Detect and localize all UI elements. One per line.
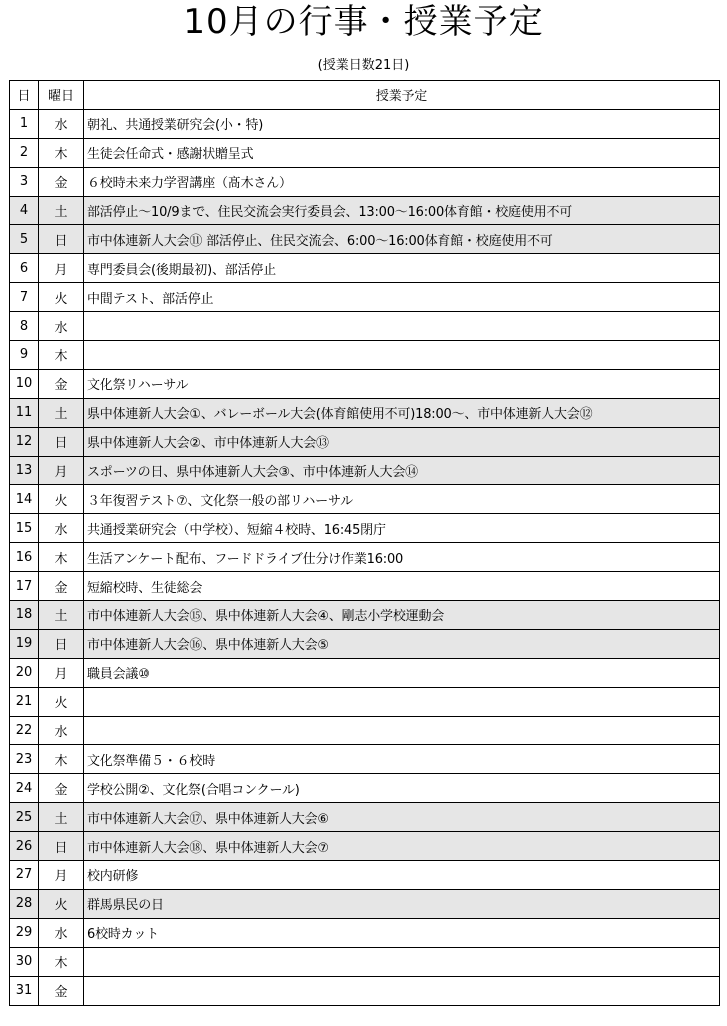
row-event-cell: 生徒会任命式・感謝状贈呈式	[84, 138, 720, 167]
row-event-cell: 朝礼、共通授業研究会(小・特)	[84, 109, 720, 138]
row-event-cell: 市中体連新人大会⑮、県中体連新人大会④、剛志小学校運動会	[84, 601, 720, 630]
row-day-cell: 7	[10, 283, 39, 312]
row-day-cell: 28	[10, 889, 39, 918]
row-day-cell: 10	[10, 369, 39, 398]
row-event-cell: 学校公開②、文化祭(合唱コンクール)	[84, 774, 720, 803]
row-weekday-cell: 火	[39, 283, 84, 312]
row-weekday-cell: 日	[39, 427, 84, 456]
row-event-cell: 県中体連新人大会②、市中体連新人大会⑬	[84, 427, 720, 456]
row-day-cell: 19	[10, 629, 39, 658]
row-day-cell: 23	[10, 745, 39, 774]
header-row	[10, 81, 720, 110]
row-day-cell: 30	[10, 947, 39, 976]
row-weekday-cell: 火	[39, 889, 84, 918]
row-event-cell: 市中体連新人大会⑱、県中体連新人大会⑦	[84, 832, 720, 861]
table-row	[10, 687, 720, 716]
schedule-body	[10, 109, 720, 1005]
row-weekday-cell: 水	[39, 514, 84, 543]
row-weekday-cell: 金	[39, 572, 84, 601]
table-row	[10, 196, 720, 225]
table-row	[10, 369, 720, 398]
row-day-cell: 18	[10, 601, 39, 630]
header-weekday: 曜日	[39, 81, 84, 110]
row-event-cell: ６校時未来力学習講座（髙木さん）	[84, 167, 720, 196]
row-weekday-cell: 日	[39, 832, 84, 861]
row-event-cell: 専門委員会(後期最初)、部活停止	[84, 254, 720, 283]
row-day-cell: 29	[10, 918, 39, 947]
row-weekday-cell: 土	[39, 196, 84, 225]
table-row	[10, 456, 720, 485]
table-row	[10, 312, 720, 341]
row-day-cell: 20	[10, 658, 39, 687]
row-day-cell: 3	[10, 167, 39, 196]
header-day: 日	[10, 81, 39, 110]
table-row	[10, 716, 720, 745]
table-row	[10, 254, 720, 283]
row-day-cell: 5	[10, 225, 39, 254]
row-day-cell: 11	[10, 398, 39, 427]
table-row	[10, 889, 720, 918]
page-subtitle: (授業日数21日)	[317, 58, 410, 73]
table-row	[10, 167, 720, 196]
row-event-cell	[84, 976, 720, 1005]
row-event-cell: 市中体連新人大会⑰、県中体連新人大会⑥	[84, 803, 720, 832]
row-day-cell: 22	[10, 716, 39, 745]
row-day-cell: 21	[10, 687, 39, 716]
row-day-cell: 16	[10, 543, 39, 572]
row-day-cell: 12	[10, 427, 39, 456]
row-event-cell: ３年復習テスト⑦、文化祭一般の部リハーサル	[84, 485, 720, 514]
row-weekday-cell: 木	[39, 543, 84, 572]
row-weekday-cell: 木	[39, 745, 84, 774]
row-day-cell: 31	[10, 976, 39, 1005]
header-event: 授業予定	[84, 81, 720, 110]
row-weekday-cell: 金	[39, 976, 84, 1005]
row-event-cell: 市中体連新人大会⑯、県中体連新人大会⑤	[84, 629, 720, 658]
row-event-cell: 中間テスト、部活停止	[84, 283, 720, 312]
table-row	[10, 225, 720, 254]
row-day-cell: 1	[10, 109, 39, 138]
row-day-cell: 24	[10, 774, 39, 803]
row-event-cell	[84, 312, 720, 341]
row-weekday-cell: 水	[39, 918, 84, 947]
table-row	[10, 283, 720, 312]
table-row	[10, 803, 720, 832]
row-weekday-cell: 土	[39, 601, 84, 630]
row-day-cell: 27	[10, 861, 39, 890]
row-event-cell	[84, 341, 720, 370]
table-row	[10, 832, 720, 861]
row-weekday-cell: 日	[39, 629, 84, 658]
table-row	[10, 947, 720, 976]
table-row	[10, 918, 720, 947]
row-day-cell: 14	[10, 485, 39, 514]
table-row	[10, 601, 720, 630]
row-day-cell: 9	[10, 341, 39, 370]
schedule-header	[10, 81, 720, 110]
row-event-cell: 文化祭リハーサル	[84, 369, 720, 398]
row-weekday-cell: 月	[39, 658, 84, 687]
table-row	[10, 341, 720, 370]
row-event-cell: 県中体連新人大会①、バレーボール大会(体育館使用不可)18:00～、市中体連新人大会⑫	[84, 398, 720, 427]
row-weekday-cell: 木	[39, 341, 84, 370]
row-event-cell: 6校時カット	[84, 918, 720, 947]
page-title: 10月の行事・授業予定	[183, 2, 544, 42]
table-row	[10, 543, 720, 572]
row-weekday-cell: 水	[39, 716, 84, 745]
row-weekday-cell: 水	[39, 312, 84, 341]
row-event-cell: スポーツの日、県中体連新人大会③、市中体連新人大会⑭	[84, 456, 720, 485]
row-weekday-cell: 火	[39, 485, 84, 514]
table-row	[10, 861, 720, 890]
row-event-cell: 文化祭準備５・６校時	[84, 745, 720, 774]
row-event-cell: 短縮校時、生徒総会	[84, 572, 720, 601]
table-row	[10, 109, 720, 138]
row-event-cell: 校内研修	[84, 861, 720, 890]
table-row	[10, 976, 720, 1005]
table-row	[10, 745, 720, 774]
row-weekday-cell: 金	[39, 774, 84, 803]
table-row	[10, 138, 720, 167]
row-day-cell: 17	[10, 572, 39, 601]
row-day-cell: 4	[10, 196, 39, 225]
row-weekday-cell: 金	[39, 369, 84, 398]
row-weekday-cell: 月	[39, 861, 84, 890]
table-row	[10, 658, 720, 687]
row-event-cell: 群馬県民の日	[84, 889, 720, 918]
table-row	[10, 774, 720, 803]
row-day-cell: 6	[10, 254, 39, 283]
row-day-cell: 26	[10, 832, 39, 861]
row-weekday-cell: 月	[39, 456, 84, 485]
row-event-cell	[84, 716, 720, 745]
row-weekday-cell: 土	[39, 398, 84, 427]
row-event-cell	[84, 947, 720, 976]
row-weekday-cell: 水	[39, 109, 84, 138]
row-weekday-cell: 火	[39, 687, 84, 716]
row-event-cell: 職員会議⑩	[84, 658, 720, 687]
row-event-cell: 共通授業研究会（中学校）、短縮４校時、16:45閉庁	[84, 514, 720, 543]
row-weekday-cell: 土	[39, 803, 84, 832]
row-weekday-cell: 金	[39, 167, 84, 196]
table-row	[10, 514, 720, 543]
row-weekday-cell: 日	[39, 225, 84, 254]
row-day-cell: 2	[10, 138, 39, 167]
row-day-cell: 15	[10, 514, 39, 543]
row-event-cell: 部活停止～10/9まで、住民交流会実行委員会、13:00～16:00体育館・校庭使用不可	[84, 196, 720, 225]
row-weekday-cell: 木	[39, 947, 84, 976]
table-row	[10, 572, 720, 601]
row-weekday-cell: 木	[39, 138, 84, 167]
row-day-cell: 8	[10, 312, 39, 341]
row-event-cell: 市中体連新人大会⑪ 部活停止、住民交流会、6:00～16:00体育館・校庭使用不可	[84, 225, 720, 254]
row-weekday-cell: 月	[39, 254, 84, 283]
table-row	[10, 398, 720, 427]
table-row	[10, 485, 720, 514]
row-event-cell	[84, 687, 720, 716]
row-day-cell: 25	[10, 803, 39, 832]
table-row	[10, 629, 720, 658]
row-event-cell: 生活アンケート配布、フードドライブ仕分け作業16:00	[84, 543, 720, 572]
schedule-table	[9, 80, 720, 1006]
table-row	[10, 427, 720, 456]
row-day-cell: 13	[10, 456, 39, 485]
